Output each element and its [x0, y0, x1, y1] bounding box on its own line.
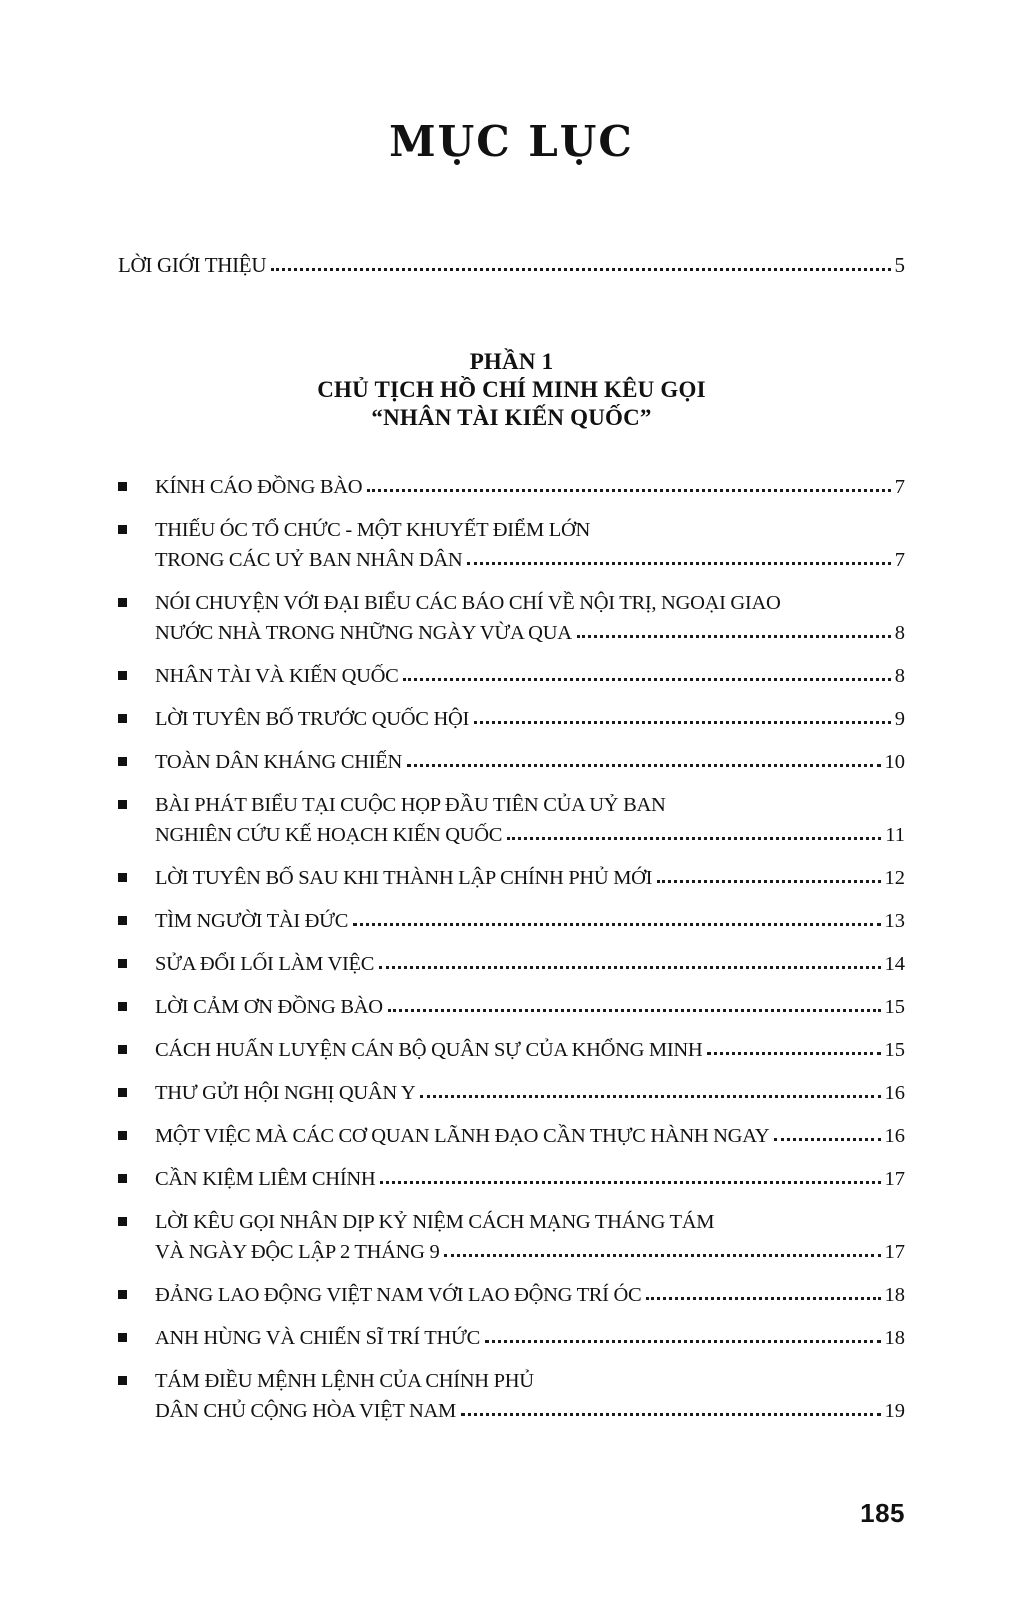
bullet-square-icon: [118, 1217, 127, 1226]
entry-page-number: 11: [885, 824, 905, 846]
bullet-square-icon: [118, 598, 127, 607]
entry-page-number: 16: [884, 1082, 905, 1104]
toc-entry: [118, 1280, 905, 1310]
dot-leader: [380, 1181, 880, 1184]
entry-title: TOÀN DÂN KHÁNG CHIẾN: [155, 751, 403, 773]
dot-leader: [467, 562, 890, 565]
entry-page-number: 15: [884, 996, 905, 1018]
entry-title: ANH HÙNG VÀ CHIẾN SĨ TRÍ THỨC: [155, 1327, 480, 1349]
entry-page-number: 17: [884, 1241, 905, 1263]
dot-leader: [271, 268, 890, 271]
page-number: 185: [860, 1498, 905, 1528]
intro-entry-label: LỜI GIỚI THIỆU: [118, 253, 267, 277]
toc-entry: [118, 790, 905, 850]
entry-page-number: 13: [884, 910, 905, 932]
section-heading: [118, 348, 905, 432]
entry-page-number: 16: [884, 1125, 905, 1147]
bullet-square-icon: [118, 873, 127, 882]
dot-leader: [485, 1340, 881, 1343]
entry-title: NÓI CHUYỆN VỚI ĐẠI BIỂU CÁC BÁO CHÍ VỀ NỘI TRỊ, NGOẠI GIAO: [155, 592, 781, 614]
dot-leader: [577, 635, 891, 638]
entry-title: LỜI TUYÊN BỐ SAU KHI THÀNH LẬP CHÍNH PHỦ MỚI: [155, 867, 653, 889]
toc-entry: [118, 472, 905, 502]
entry-title: KÍNH CÁO ĐỒNG BÀO: [155, 476, 363, 498]
entry-title: TRONG CÁC UỶ BAN NHÂN DÂN: [155, 549, 463, 571]
entry-page-number: 8: [894, 665, 905, 687]
bullet-square-icon: [118, 525, 127, 534]
entry-title: ĐẢNG LAO ĐỘNG VIỆT NAM VỚI LAO ĐỘNG TRÍ ÓC: [155, 1284, 642, 1306]
bullet-square-icon: [118, 1376, 127, 1385]
dot-leader: [646, 1297, 880, 1300]
entry-page-number: 7: [894, 549, 905, 571]
dot-leader: [420, 1095, 880, 1098]
dot-leader: [353, 923, 880, 926]
toc-entry: [118, 863, 905, 893]
toc-entry: [118, 1207, 905, 1267]
part-label: PHẦN 1: [469, 349, 554, 374]
entry-title: DÂN CHỦ CỘNG HÒA VIỆT NAM: [155, 1400, 456, 1422]
toc-entry: [118, 515, 905, 575]
entry-title: THIẾU ÓC TỔ CHỨC - MỘT KHUYẾT ĐIỂM LỚN: [155, 519, 590, 541]
dot-leader: [707, 1052, 880, 1055]
toc-entry: [118, 949, 905, 979]
dot-leader: [507, 837, 881, 840]
entry-title: CẦN KIỆM LIÊM CHÍNH: [155, 1168, 376, 1190]
toc-entry: [118, 661, 905, 691]
dot-leader: [379, 966, 880, 969]
toc-entry: [118, 992, 905, 1022]
bullet-square-icon: [118, 1002, 127, 1011]
toc-content: [118, 0, 905, 1529]
bullet-square-icon: [118, 916, 127, 925]
entry-title: VÀ NGÀY ĐỘC LẬP 2 THÁNG 9: [155, 1241, 440, 1263]
dot-leader: [407, 764, 880, 767]
toc-entry: [118, 747, 905, 777]
bullet-square-icon: [118, 1088, 127, 1097]
entry-page-number: 18: [884, 1284, 905, 1306]
bullet-square-icon: [118, 714, 127, 723]
toc-entry: [118, 1078, 905, 1108]
part-title-line1: CHỦ TỊCH HỒ CHÍ MINH KÊU GỌI: [317, 377, 706, 402]
entry-page-number: 18: [884, 1327, 905, 1349]
bullet-square-icon: [118, 1131, 127, 1140]
dot-leader: [388, 1009, 881, 1012]
entry-page-number: 9: [894, 708, 905, 730]
entry-title: LỜI CẢM ƠN ĐỒNG BÀO: [155, 996, 383, 1018]
entry-title: CÁCH HUẤN LUYỆN CÁN BỘ QUÂN SỰ CỦA KHỔNG MINH: [155, 1039, 703, 1061]
entry-title: SỬA ĐỔI LỐI LÀM VIỆC: [155, 953, 375, 975]
dot-leader: [403, 678, 890, 681]
page-title: MỤC LỤC: [389, 117, 634, 166]
bullet-square-icon: [118, 1174, 127, 1183]
entry-title: NGHIÊN CỨU KẾ HOẠCH KIẾN QUỐC: [155, 824, 503, 846]
entry-page-number: 15: [884, 1039, 905, 1061]
toc-entry: [118, 1366, 905, 1426]
entry-page-number: 10: [884, 751, 905, 773]
entry-page-number: 12: [884, 867, 905, 889]
toc-list: [118, 472, 905, 1426]
entry-page-number: 8: [894, 622, 905, 644]
toc-entry: [118, 704, 905, 734]
dot-leader: [657, 880, 880, 883]
toc-entry: [118, 906, 905, 936]
entry-page-number: 14: [884, 953, 905, 975]
entry-title: LỜI TUYÊN BỐ TRƯỚC QUỐC HỘI: [155, 708, 469, 730]
entry-title: THƯ GỬI HỘI NGHỊ QUÂN Y: [155, 1082, 416, 1104]
entry-title: NHÂN TÀI VÀ KIẾN QUỐC: [155, 665, 399, 687]
bullet-square-icon: [118, 1333, 127, 1342]
entry-page-number: 19: [884, 1400, 905, 1422]
entry-page-number: 7: [894, 476, 905, 498]
toc-entry: [118, 1035, 905, 1065]
intro-entry-page-number: 5: [894, 253, 905, 277]
bullet-square-icon: [118, 671, 127, 680]
entry-title: TÌM NGƯỜI TÀI ĐỨC: [155, 910, 349, 932]
entry-title: TÁM ĐIỀU MỆNH LỆNH CỦA CHÍNH PHỦ: [155, 1370, 534, 1392]
bullet-square-icon: [118, 757, 127, 766]
entry-title: MỘT VIỆC MÀ CÁC CƠ QUAN LÃNH ĐẠO CẦN THỰC HÀNH NGAY: [155, 1125, 770, 1147]
entry-title: BÀI PHÁT BIỂU TẠI CUỘC HỌP ĐẦU TIÊN CỦA UỶ BAN: [155, 794, 666, 816]
toc-entry: [118, 1121, 905, 1151]
part-title-line2: “NHÂN TÀI KIẾN QUỐC”: [371, 405, 652, 430]
dot-leader: [444, 1254, 880, 1257]
toc-entry: [118, 1323, 905, 1353]
entry-title: LỜI KÊU GỌI NHÂN DỊP KỶ NIỆM CÁCH MẠNG THÁNG TÁM: [155, 1211, 715, 1233]
bullet-square-icon: [118, 1045, 127, 1054]
toc-entry: [118, 1164, 905, 1194]
dot-leader: [461, 1413, 881, 1416]
dot-leader: [774, 1138, 880, 1141]
entry-page-number: 17: [884, 1168, 905, 1190]
toc-entry: [118, 588, 905, 648]
bullet-square-icon: [118, 482, 127, 491]
entry-title: NƯỚC NHÀ TRONG NHỮNG NGÀY VỪA QUA: [155, 622, 572, 644]
intro-entry: [118, 250, 905, 280]
bullet-square-icon: [118, 959, 127, 968]
dot-leader: [474, 721, 891, 724]
bullet-square-icon: [118, 800, 127, 809]
bullet-square-icon: [118, 1290, 127, 1299]
dot-leader: [367, 489, 890, 492]
